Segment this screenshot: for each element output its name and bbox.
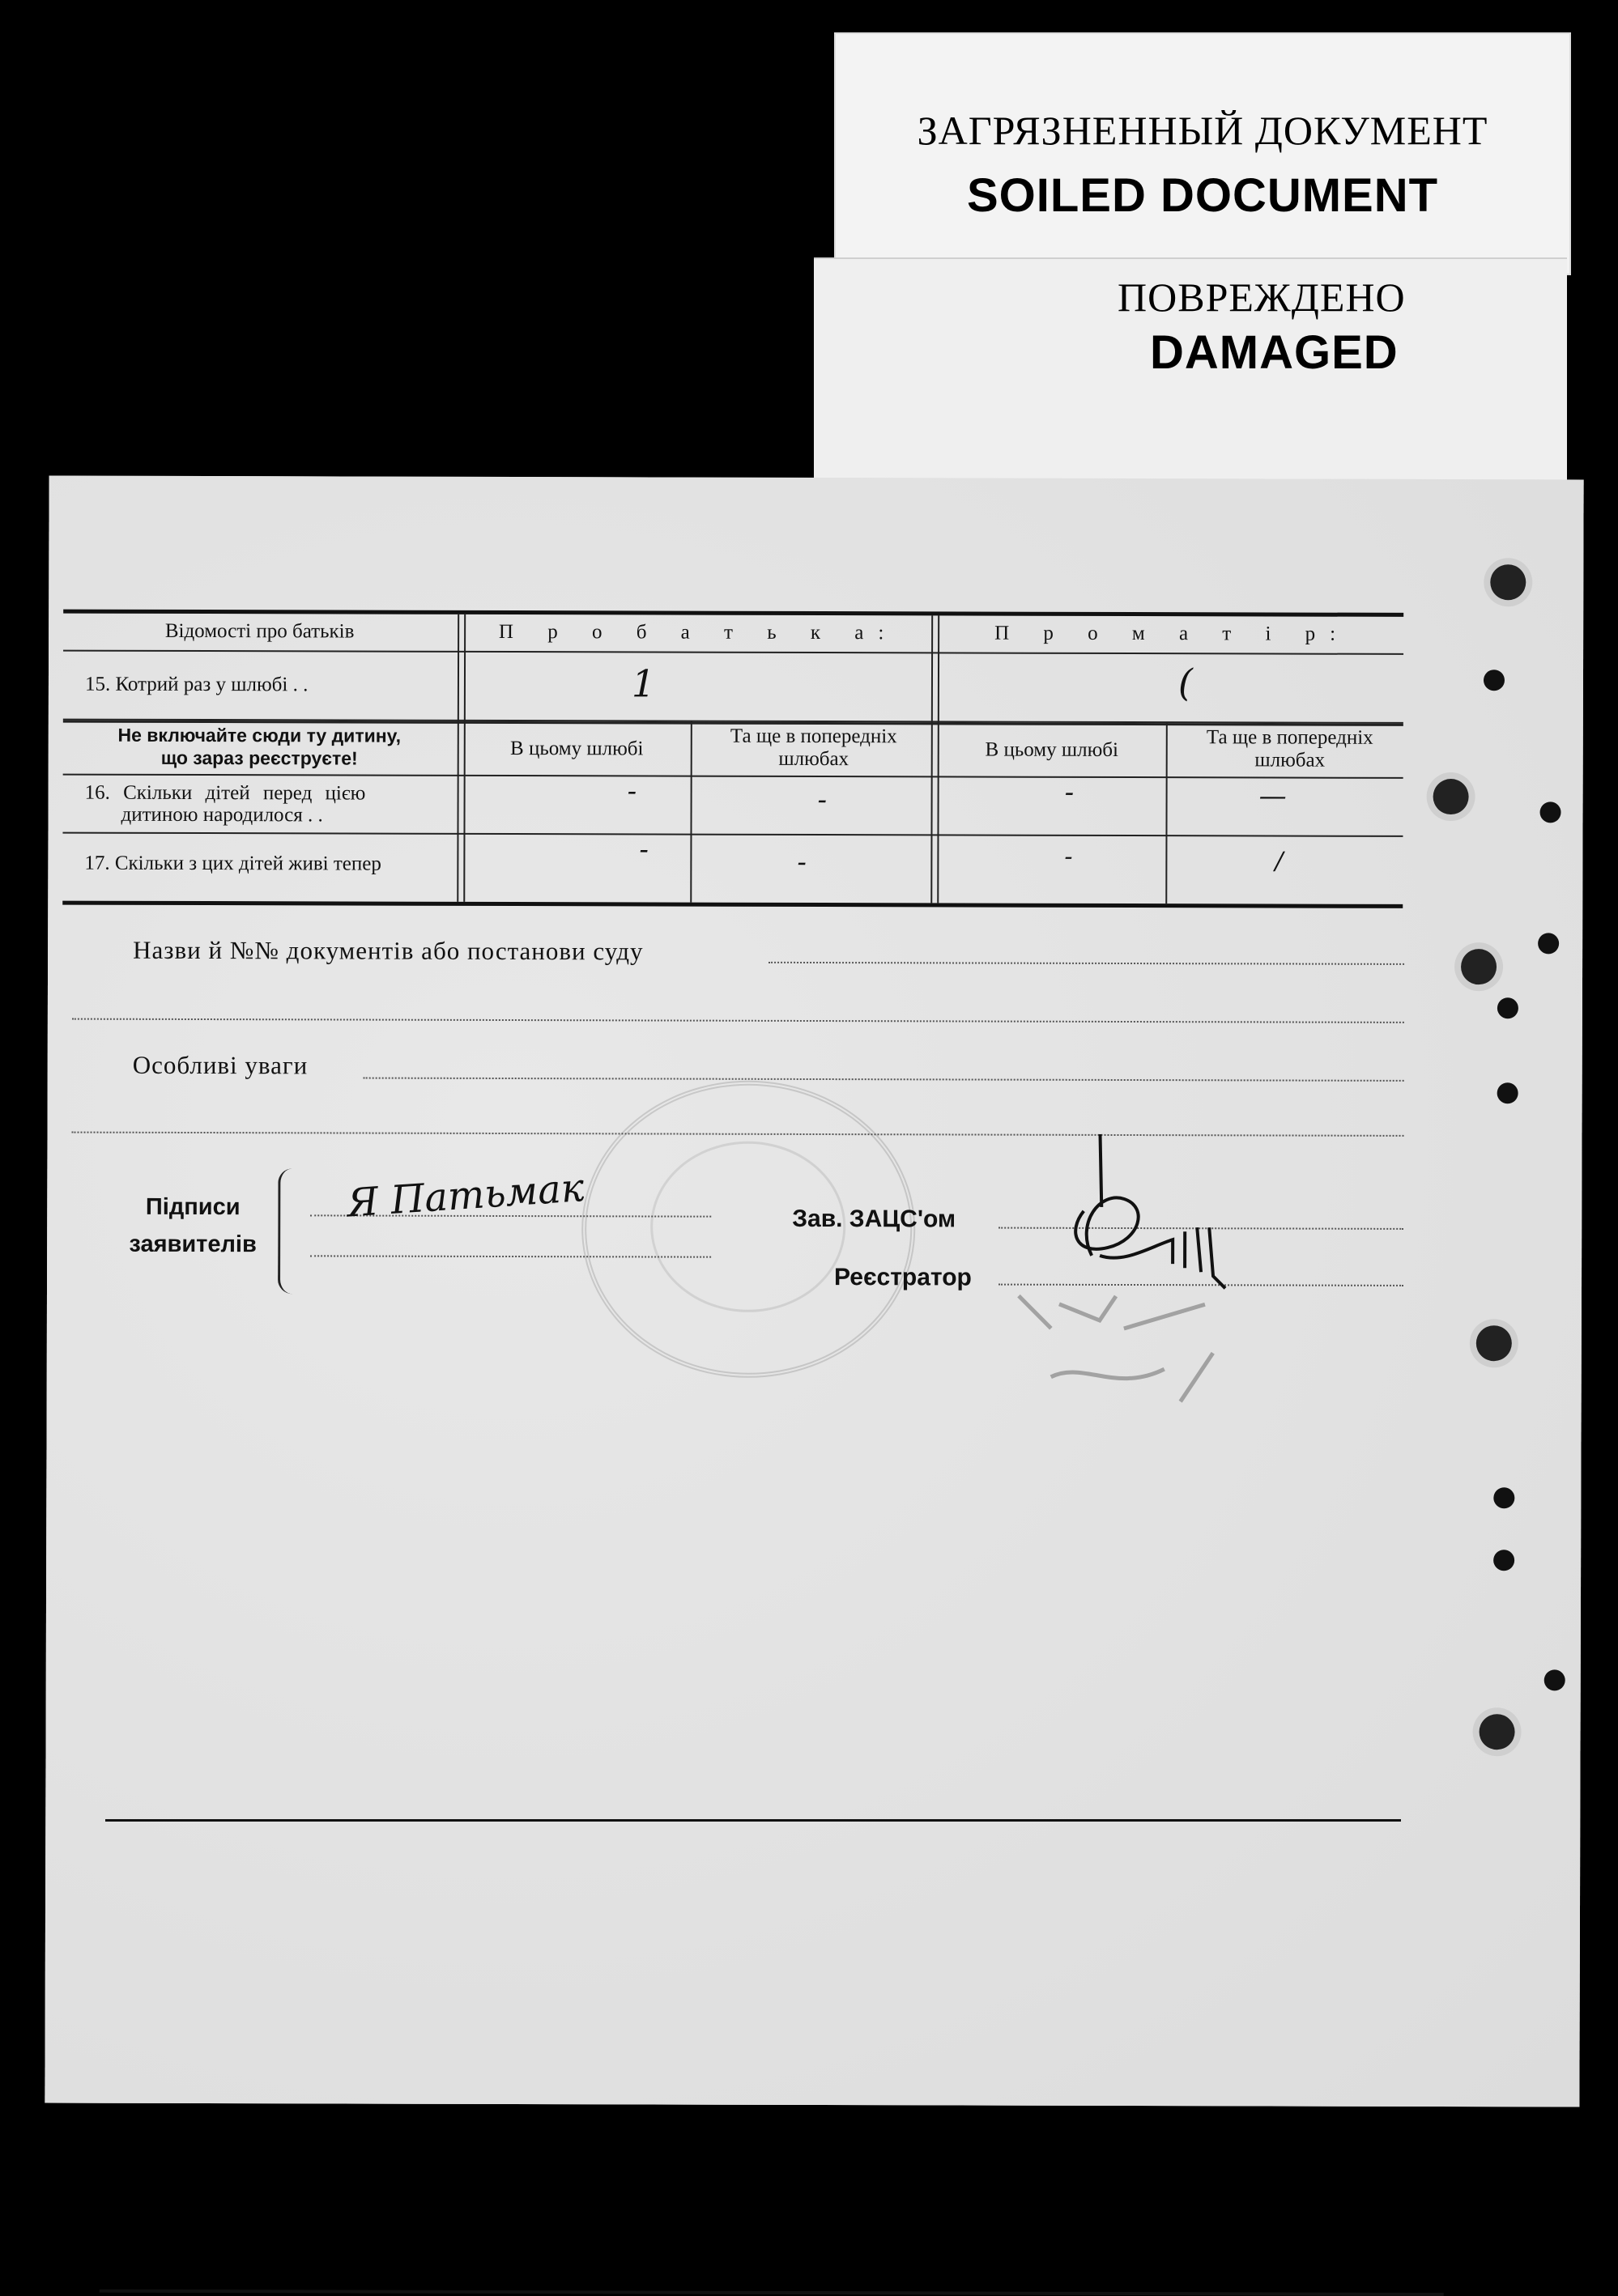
soiled-label-ru: ЗАГРЯЗНЕННЫЙ ДОКУМЕНТ <box>917 108 1488 153</box>
remarks-label: Особливі уваги <box>132 1050 309 1080</box>
binding-hole <box>1540 801 1561 823</box>
table-divider <box>457 614 466 902</box>
note-line-1: Не включайте сюди ту дитину, <box>117 724 402 746</box>
binding-hole <box>1480 1714 1515 1750</box>
row17-label: 17. Скільки з цих дітей живі тепер <box>84 852 381 875</box>
damaged-label-en: DAMAGED <box>1150 326 1399 379</box>
row16-father-current: - <box>627 775 637 808</box>
header-mother: П р о м а т і р: <box>994 622 1351 645</box>
damaged-label-ru: ПОВРЕЖДЕНО <box>1118 274 1406 320</box>
binding-hole <box>1493 1487 1514 1508</box>
row17-father-current: - <box>639 833 649 866</box>
signatures-brace <box>278 1168 293 1294</box>
soiled-document-card <box>834 32 1571 275</box>
row16-label-2: дитиною народилося . . <box>121 803 323 827</box>
row17-father-previous: - <box>797 845 807 878</box>
faint-pencil-marks <box>1003 1280 1262 1443</box>
binding-hole <box>1497 997 1518 1018</box>
table-divider <box>1165 723 1168 904</box>
table-divider <box>930 615 939 903</box>
note-line-2: що зараз реєструєте! <box>160 746 358 769</box>
document-sheet <box>45 476 1583 2107</box>
binding-hole <box>1490 564 1526 600</box>
binding-hole <box>1476 1325 1512 1361</box>
binding-hole <box>1461 949 1497 984</box>
mother-previous-header-2: шлюбах <box>1254 749 1326 772</box>
signatures-label-2: заявителів <box>129 1231 257 1258</box>
header-info: Відомості про батьків <box>164 619 355 643</box>
binding-hole <box>1493 1550 1514 1571</box>
row16-father-previous: - <box>817 784 828 817</box>
signatures-label <box>112 1188 274 1264</box>
soiled-label-en: SOILED DOCUMENT <box>966 169 1439 222</box>
table-top-rule <box>63 610 1403 617</box>
bottom-rule <box>105 1819 1401 1822</box>
row17-mother-previous: / <box>1275 847 1284 876</box>
row15-label: 15. Котрий раз у шлюбі . . <box>84 673 309 696</box>
father-previous-header-1: Та ще в попередніх <box>730 725 897 748</box>
row16-mother-current: - <box>1064 776 1075 809</box>
damaged-card <box>814 257 1567 482</box>
binding-hole <box>1497 1082 1518 1103</box>
father-previous-header-2: шлюбах <box>778 747 849 771</box>
binding-hole <box>1484 670 1505 691</box>
documents-dotline <box>769 962 1404 965</box>
registrar-label: Реєстратор <box>834 1264 972 1291</box>
table-divider <box>690 722 692 903</box>
binding-hole <box>1538 933 1559 954</box>
remarks-dotline <box>364 1078 1404 1082</box>
signatures-label-1: Підписи <box>145 1193 241 1221</box>
table-rule <box>63 774 1403 779</box>
table-rule <box>62 832 1403 837</box>
binding-hole <box>1544 1669 1565 1690</box>
documents-dotline-2 <box>72 1018 1404 1023</box>
row17-mother-current: - <box>1064 842 1073 871</box>
binding-hole <box>1433 779 1469 814</box>
applicant-signature-line-2 <box>310 1255 711 1257</box>
row16-mother-previous: — <box>1258 780 1287 813</box>
row15-mother-value: ( <box>1177 661 1193 705</box>
father-current-header: В цьому шлюбі <box>510 738 644 760</box>
mother-current-header: В цьому шлюбі <box>985 738 1118 761</box>
footer-rule <box>100 2290 1444 2296</box>
mother-previous-header-1: Та ще в попередніх <box>1206 726 1373 749</box>
table-rule <box>63 650 1403 655</box>
table-bottom-rule <box>62 901 1403 908</box>
documents-label: Назви й №№ документів або постанови суду <box>133 935 644 966</box>
row16-label-1: 16. Скільки дітей перед цією <box>84 781 366 805</box>
row15-father-value: 1 <box>631 661 656 706</box>
head-label: Зав. ЗАЦС'ом <box>792 1205 956 1233</box>
applicant-signature: Я Патьмак <box>345 1165 586 1227</box>
header-father: П р о б а т ь к а: <box>498 620 899 644</box>
